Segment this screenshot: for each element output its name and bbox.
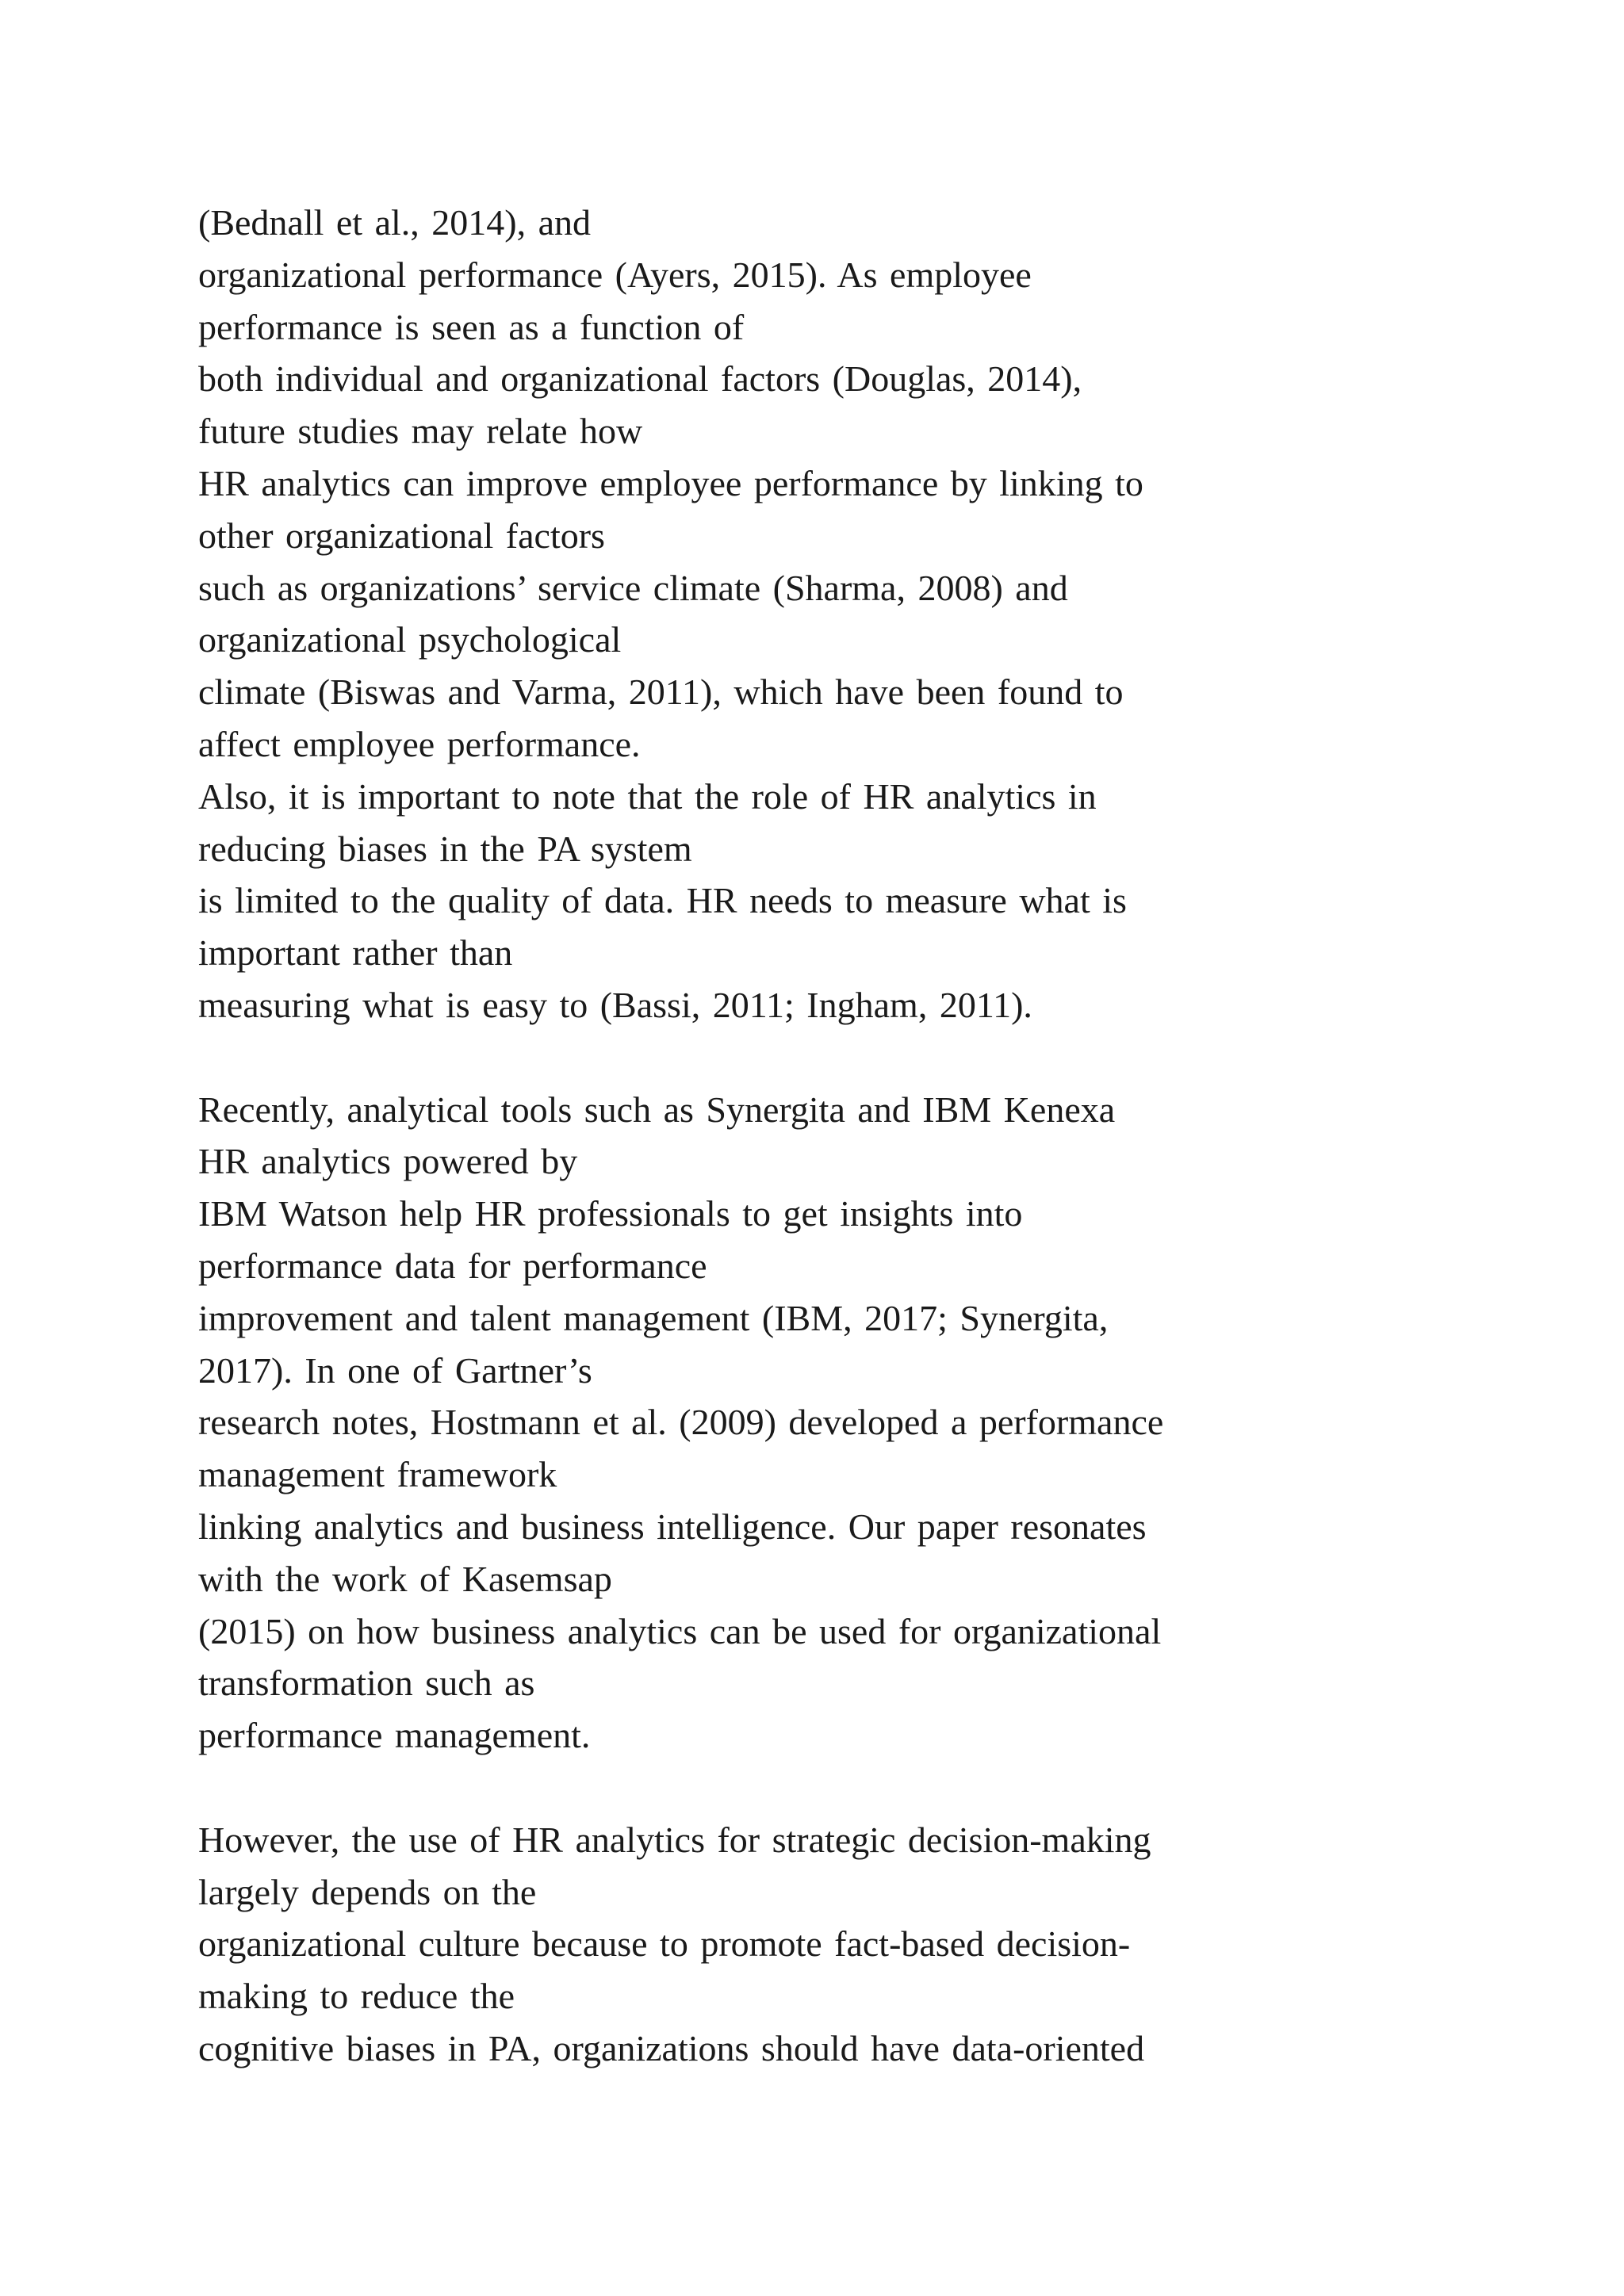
text-line: such as organizations’ service climate (Sharma, 2008) and <box>198 567 1068 608</box>
text-line: performance data for performance <box>198 1245 707 1286</box>
text-line: future studies may relate how <box>198 411 643 452</box>
text-line: is limited to the quality of data. HR needs to measure what is <box>198 880 1127 921</box>
text-line: other organizational factors <box>198 515 605 556</box>
text-line: HR analytics powered by <box>198 1141 578 1182</box>
text-line: measuring what is easy to (Bassi, 2011; Ingham, 2011). <box>198 984 1032 1025</box>
text-line: transformation such as <box>198 1663 535 1704</box>
text-line: However, the use of HR analytics for strategic decision-making <box>198 1819 1151 1860</box>
text-line: management framework <box>198 1454 557 1495</box>
paragraph-3 <box>198 1814 1435 2075</box>
body-text <box>198 197 1435 2075</box>
text-line: (Bednall et al., 2014), and <box>198 202 592 243</box>
text-line: linking analytics and business intelligence. Our paper resonates <box>198 1506 1147 1547</box>
text-line: 2017). In one of Gartner’s <box>198 1349 592 1391</box>
text-line: IBM Watson help HR professionals to get insights into <box>198 1193 1023 1234</box>
text-line: making to reduce the <box>198 1976 515 2017</box>
text-line: Recently, analytical tools such as Synergita and IBM Kenexa <box>198 1089 1116 1130</box>
text-line: cognitive biases in PA, organizations should have data-oriented <box>198 2027 1145 2068</box>
text-line: both individual and organizational factors (Douglas, 2014), <box>198 358 1082 400</box>
text-line: performance is seen as a function of <box>198 306 745 347</box>
text-line: organizational psychological <box>198 619 622 660</box>
paragraph-break <box>198 1762 1435 1814</box>
text-line: important rather than <box>198 932 513 974</box>
paragraph-1 <box>198 197 1435 1031</box>
text-line: with the work of Kasemsap <box>198 1558 612 1599</box>
paragraph-break <box>198 1031 1435 1084</box>
text-line: largely depends on the <box>198 1871 537 1912</box>
paragraph-2 <box>198 1084 1435 1762</box>
text-line: organizational performance (Ayers, 2015). As employee <box>198 254 1032 295</box>
text-line: performance management. <box>198 1715 591 1756</box>
text-line: Also, it is important to note that the role of HR analytics in <box>198 775 1097 817</box>
text-line: organizational culture because to promote fact-based decision- <box>198 1923 1131 1965</box>
text-line: affect employee performance. <box>198 723 641 764</box>
text-line: (2015) on how business analytics can be used for organizational <box>198 1610 1162 1651</box>
text-line: HR analytics can improve employee performance by linking to <box>198 462 1143 503</box>
text-line: improvement and talent management (IBM, 2017; Synergita, <box>198 1297 1109 1338</box>
text-line: research notes, Hostmann et al. (2009) developed a performance <box>198 1402 1164 1443</box>
text-line: reducing biases in the PA system <box>198 828 692 869</box>
text-line: climate (Biswas and Varma, 2011), which have been found to <box>198 672 1124 713</box>
